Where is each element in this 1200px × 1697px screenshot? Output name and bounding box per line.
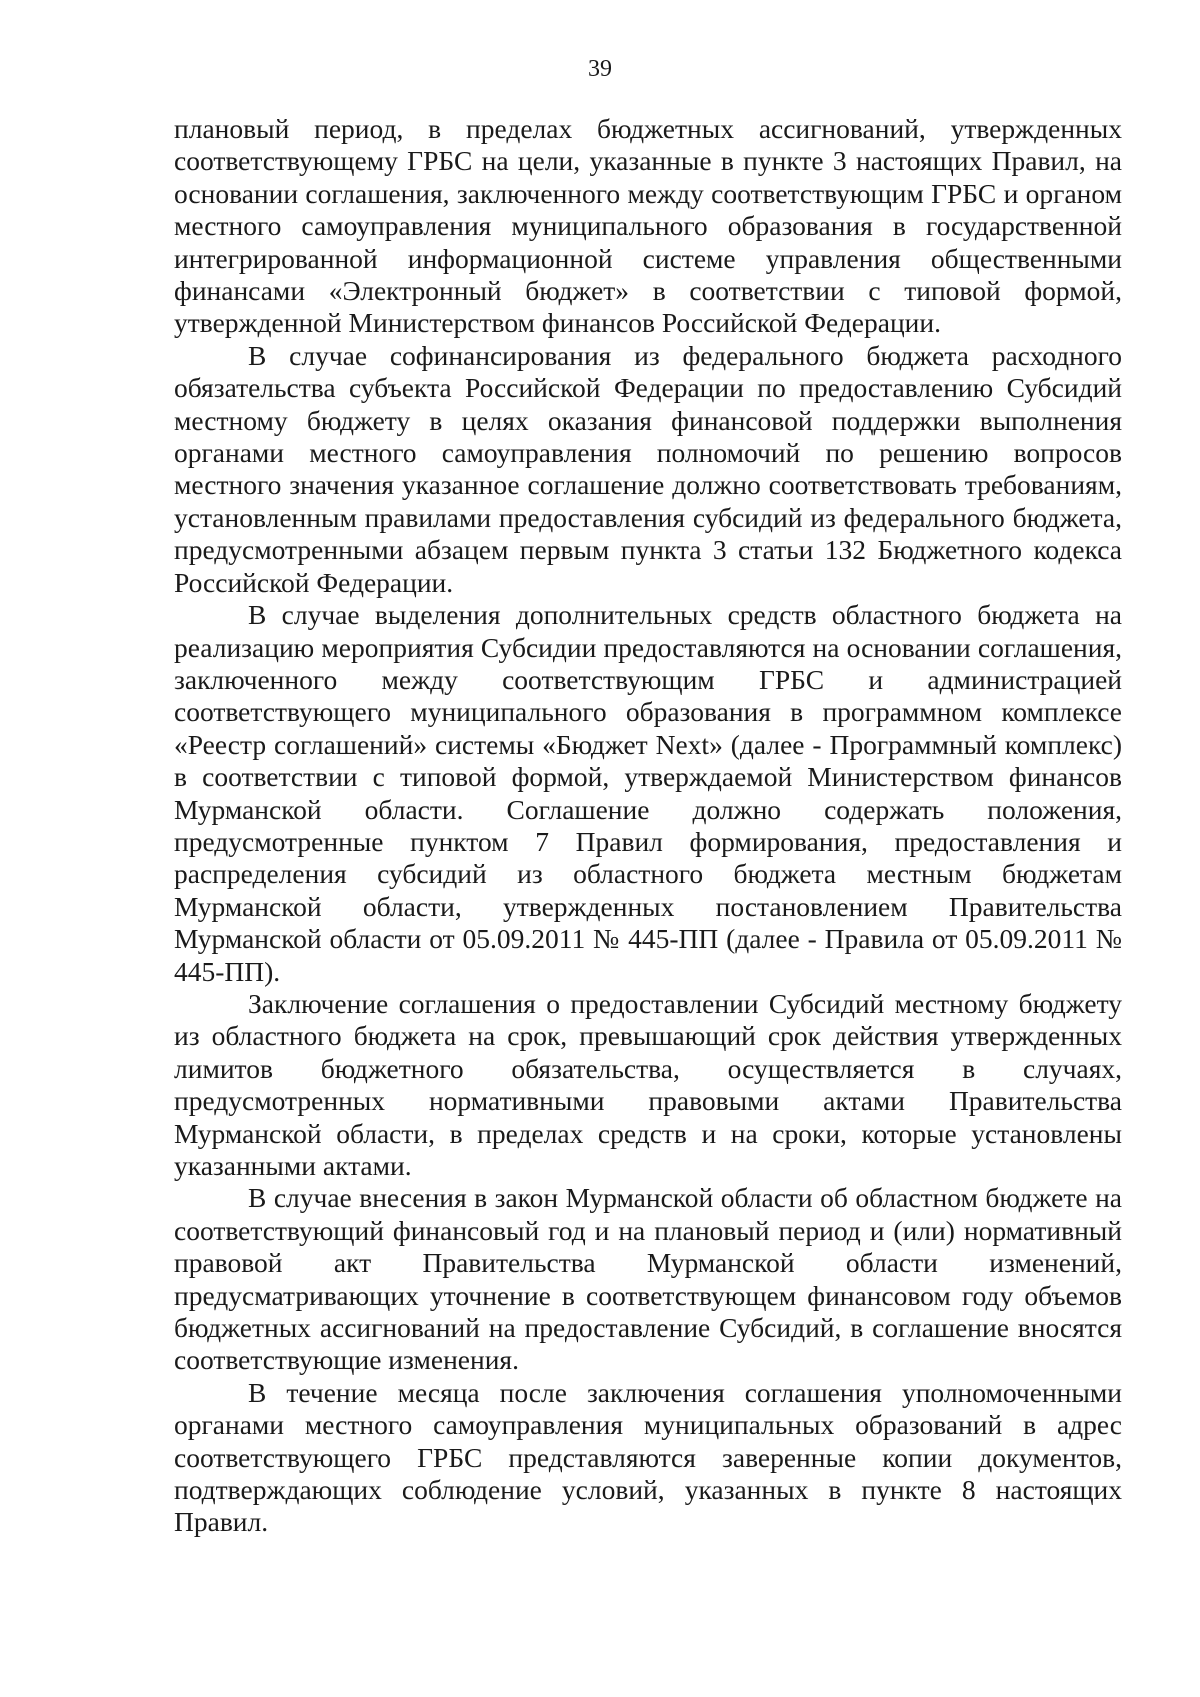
paragraph-4: Заключение соглашения о предоставлении Субсидий местному бюджету из областного бюджета на срок, превышающий срок действия утвержденных лимитов бюджетного обязательства, осуществляется в случаях, предусмотренных нормативными правовыми актами Правительства Мурманской области, в пределах средств и на сроки, которые установлены указанными актами. [174,987,1122,1181]
document-body [174,113,1122,1539]
page-number: 39 [588,56,612,82]
paragraph-6: В течение месяца после заключения соглашения уполномоченными органами местного самоуправления муниципальных образований в адрес соответствующего ГРБС представляются заверенные копии документов, подтверждающих соблюдение условий, указанных в пункте 8 настоящих Правил. [174,1376,1122,1538]
paragraph-3: В случае выделения дополнительных средств областного бюджета на реализацию мероприятия Субсидии предоставляются на основании соглашения, заключенного между соответствующим ГРБС и администрацией соответствующего муниципального образования в программном комплексе «Реестр соглашений» системы «Бюджет Next» (далее - Программный комплекс) в соответствии с типовой формой, утверждаемой Министерством финансов Мурманской области. Соглашение должно содержать положения, предусмотренные пунктом 7 Правил формирования, предоставления и распределения субсидий из областного бюджета местным бюджетам Мурманской области, утвержденных постановлением Правительства Мурманской области от 05.09.2011 № 445-ПП (далее - Правила от 05.09.2011 № 445-ПП). [174,599,1122,987]
paragraph-5: В случае внесения в закон Мурманской области об областном бюджете на соответствующий финансовый год и на плановый период и (или) нормативный правовой акт Правительства Мурманской области изменений, предусматривающих уточнение в соответствующем финансовом году объемов бюджетных ассигнований на предоставление Субсидий, в соглашение вносятся соответствующие изменения. [174,1182,1122,1376]
paragraph-2: В случае софинансирования из федерального бюджета расходного обязательства субъекта Российской Федерации по предоставлению Субсидий местному бюджету в целях оказания финансовой поддержки выполнения органами местного самоуправления полномочий по решению вопросов местного значения указанное соглашение должно соответствовать требованиям, установленным правилами предоставления субсидий из федерального бюджета, предусмотренными абзацем первым пункта 3 статьи 132 Бюджетного кодекса Российской Федерации. [174,339,1122,598]
paragraph-1: плановый период, в пределах бюджетных ассигнований, утвержденных соответствующему ГРБС на цели, указанные в пункте 3 настоящих Правил, на основании соглашения, заключенного между соответствующим ГРБС и органом местного самоуправления муниципального образования в государственной интегрированной информационной системе управления общественными финансами «Электронный бюджет» в соответствии с типовой формой, утвержденной Министерством финансов Российской Федерации. [174,113,1122,339]
